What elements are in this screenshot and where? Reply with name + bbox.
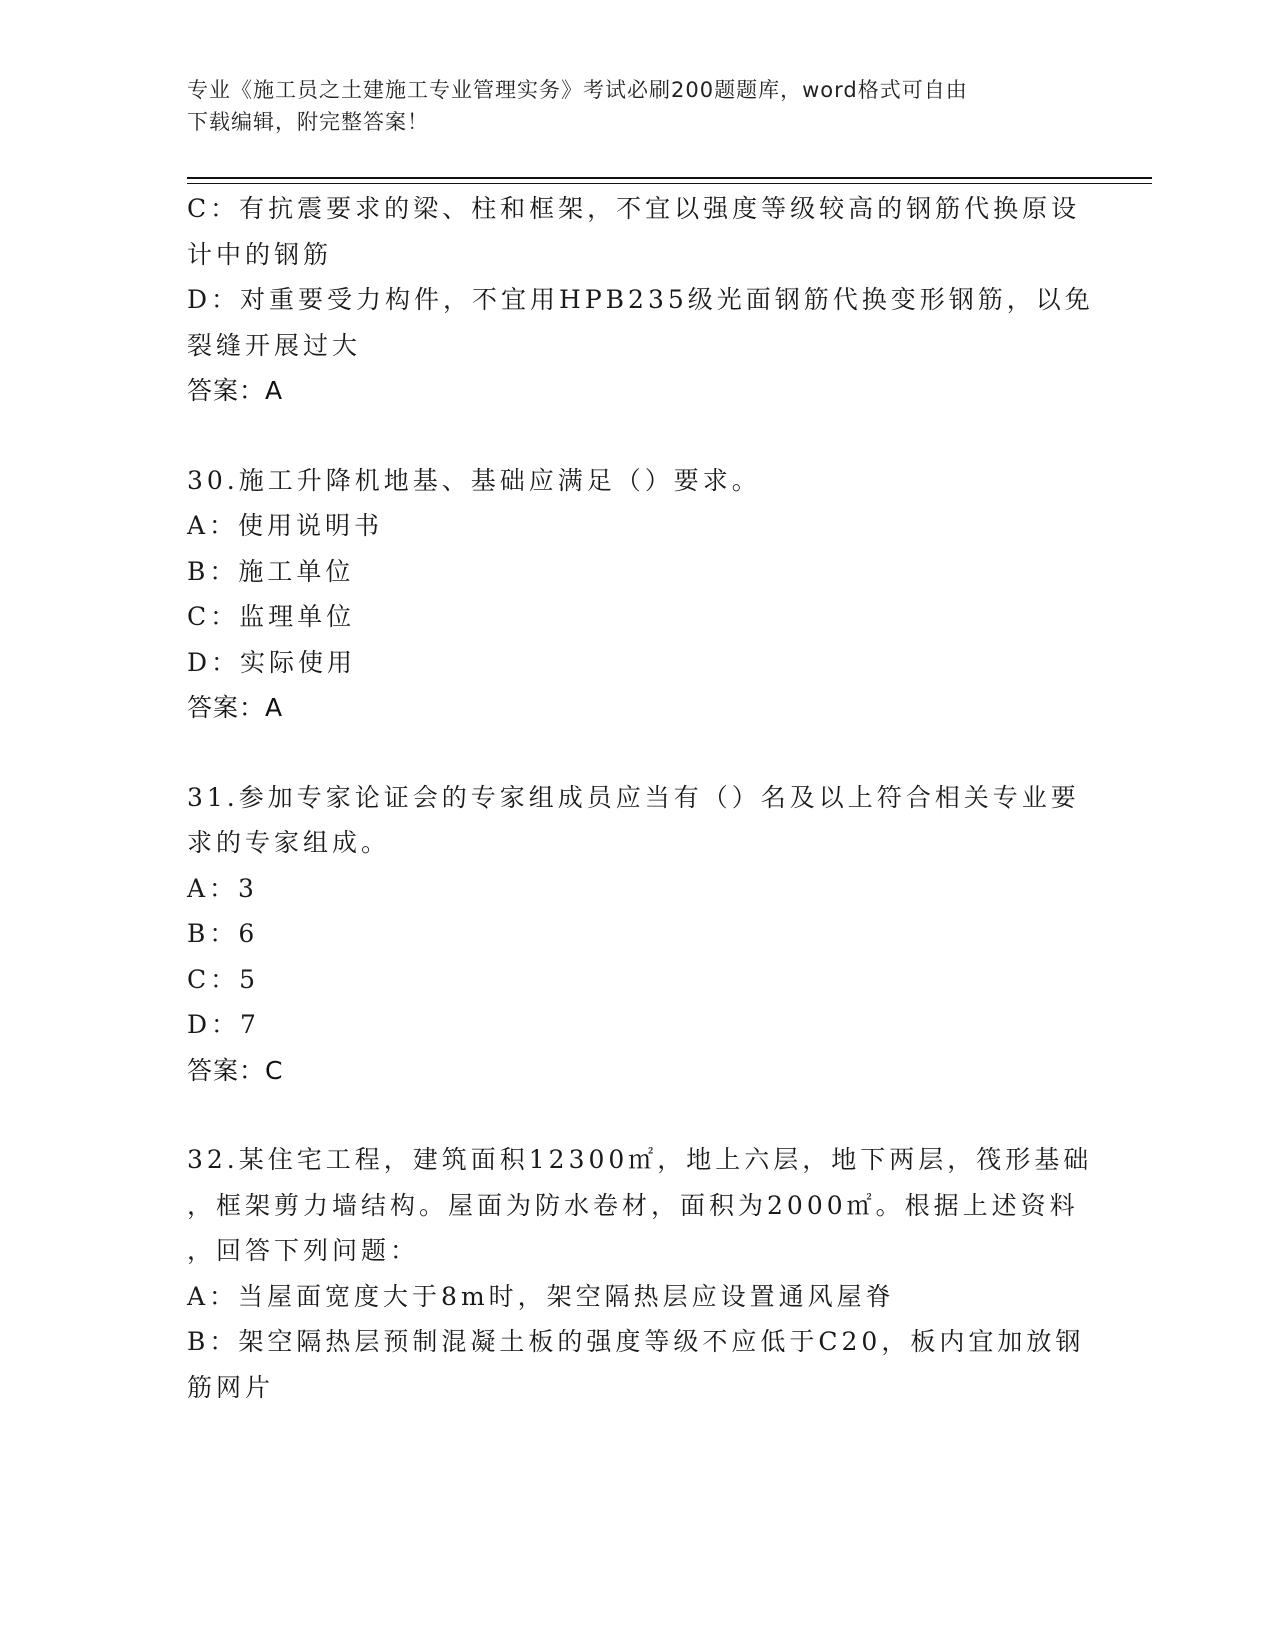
- q29-option-d-line-1: D：对重要受力构件，不宜用HPB235级光面钢筋代换变形钢筋，以免: [187, 285, 1094, 314]
- q29-option-d-line-2: 裂缝开展过大: [187, 330, 362, 360]
- q31-answer: 答案：C: [187, 1055, 284, 1085]
- q32-option-b-line-1: B：架空隔热层预制混凝土板的强度等级不应低于C20，板内宜加放钢: [187, 1327, 1085, 1356]
- document-body: [187, 186, 1094, 1410]
- header-title-line-2: 下载编辑，附完整答案！: [187, 110, 429, 134]
- q30-option-b: B：施工单位: [187, 556, 355, 586]
- q31-option-b: B：6: [187, 919, 259, 948]
- spacer: [187, 414, 1087, 458]
- q30-question: 30.施工升降机地基、基础应满足（）要求。: [187, 465, 761, 495]
- q30-option-c: C：监理单位: [187, 602, 356, 631]
- header-divider-thin: [187, 183, 1152, 184]
- q29-answer: 答案：A: [187, 376, 284, 405]
- question-31-block: [187, 775, 1087, 1094]
- q29-option-c-line-1: C：有抗震要求的梁、柱和框架，不宜以强度等级较高的钢筋代换原设: [187, 194, 1081, 223]
- header-title-line-1: 专业《施工员之土建施工专业管理实务》考试必刷200题题库，word格式可自由: [187, 78, 968, 102]
- q31-question-line-1: 31.参加专家论证会的专家组成员应当有（）名及以上符合相关专业要: [187, 782, 1080, 812]
- header-divider-thick: [187, 177, 1152, 179]
- q31-question-line-2: 求的专家组成。: [187, 828, 391, 857]
- q32-option-b-line-2: 筋网片: [187, 1372, 275, 1402]
- q30-option-d: D：实际使用: [187, 647, 357, 677]
- document-header: [187, 74, 1067, 138]
- question-30-block: [187, 458, 1087, 731]
- question-29-block: [187, 186, 1094, 414]
- q32-question-line-3: ，回答下列问题：: [187, 1236, 420, 1265]
- q30-option-a: A：使用说明书: [187, 511, 384, 540]
- q31-option-d: D：7: [187, 1010, 260, 1039]
- q31-option-c: C：5: [187, 964, 260, 994]
- question-32-block: [187, 1137, 1093, 1410]
- q30-answer: 答案：A: [187, 693, 284, 722]
- q32-question-line-1: 32.某住宅工程，建筑面积12300㎡，地上六层，地下两层，筏形基础: [187, 1145, 1093, 1174]
- q32-option-a: A：当屋面宽度大于8m时，架空隔热层应设置通风屋脊: [187, 1281, 895, 1311]
- spacer: [187, 731, 1087, 775]
- q31-option-a: A：3: [187, 873, 258, 903]
- q29-option-c-line-2: 计中的钢筋: [187, 239, 333, 269]
- spacer: [187, 1093, 1087, 1137]
- q32-question-line-2: ，框架剪力墙结构。屋面为防水卷材，面积为2000㎡。根据上述资料: [187, 1190, 1079, 1220]
